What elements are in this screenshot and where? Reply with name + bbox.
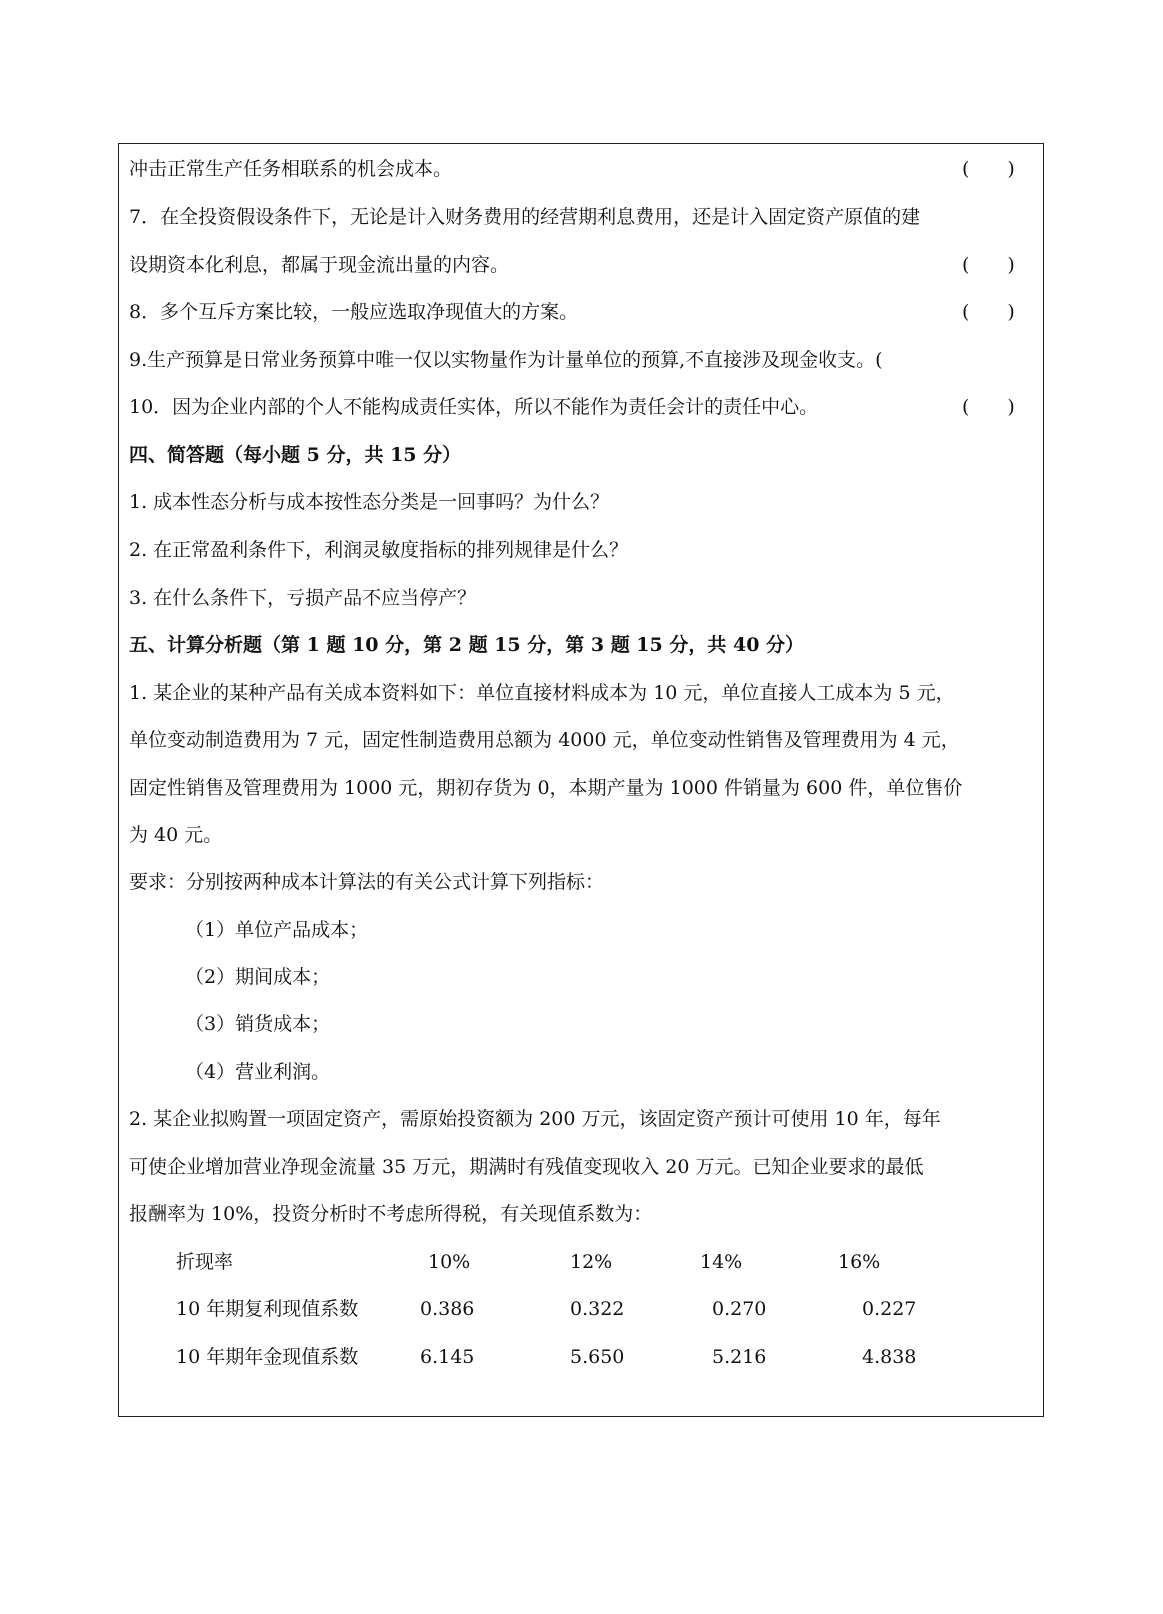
requirement-item: （1）单位产品成本；	[185, 919, 369, 941]
text-line: 10．因为企业内部的个人不能构成责任实体，所以不能作为责任会计的责任中心。	[129, 396, 819, 418]
table-row-label: 10 年期复利现值系数	[176, 1298, 359, 1320]
table-header-cell: 12%	[570, 1251, 613, 1273]
table-cell: 5.650	[570, 1346, 625, 1368]
answer-paren: ( )	[962, 254, 1015, 276]
table-cell: 4.838	[862, 1346, 917, 1368]
requirement-item: （4）营业利润。	[185, 1061, 331, 1083]
question-item: 3. 在什么条件下，亏损产品不应当停产？	[129, 587, 477, 609]
table-cell: 0.227	[862, 1298, 917, 1320]
table-header-cell: 14%	[700, 1251, 743, 1273]
text-line: 为 40 元。	[129, 824, 223, 846]
text-line: 2. 某企业拟购置一项固定资产，需原始投资额为 200 万元，该固定资产预计可使用 10 年，每年	[129, 1108, 941, 1130]
text-line: 报酬率为 10%，投资分析时不考虑所得税，有关现值系数为：	[129, 1203, 653, 1225]
table-cell: 0.386	[420, 1298, 475, 1320]
text-line: 单位变动制造费用为 7 元，固定性制造费用总额为 4000 元，单位变动性销售及管理费用为 4 元，	[129, 729, 960, 751]
section-heading: 四、简答题（每小题 5 分，共 15 分）	[129, 444, 462, 466]
answer-paren: ( )	[962, 301, 1015, 323]
requirement-item: （2）期间成本；	[185, 966, 331, 988]
text-line: 9.生产预算是日常业务预算中唯一仅以实物量作为计量单位的预算,不直接涉及现金收支。(	[129, 349, 883, 371]
text-line: 固定性销售及管理费用为 1000 元，期初存货为 0，本期产量为 1000 件销量为 600 件，单位售价	[129, 777, 963, 799]
table-header-cell: 16%	[838, 1251, 881, 1273]
text-line: 7．在全投资假设条件下，无论是计入财务费用的经营期利息费用，还是计入固定资产原值的建	[129, 206, 921, 228]
table-cell: 6.145	[420, 1346, 475, 1368]
table-cell: 0.322	[570, 1298, 625, 1320]
answer-paren: ( )	[962, 158, 1015, 180]
text-line: 8．多个互斥方案比较，一般应选取净现值大的方案。	[129, 301, 579, 323]
requirement-item: （3）销货成本；	[185, 1013, 331, 1035]
answer-paren: ( )	[962, 396, 1015, 418]
text-line: 设期资本化利息，都属于现金流出量的内容。	[129, 254, 510, 276]
text-line: 1. 某企业的某种产品有关成本资料如下：单位直接材料成本为 10 元，单位直接人工成本为 5 元，	[129, 682, 955, 704]
table-header-cell: 折现率	[176, 1251, 234, 1273]
table-cell: 0.270	[712, 1298, 767, 1320]
table-header-cell: 10%	[428, 1251, 471, 1273]
table-row-label: 10 年期年金现值系数	[176, 1346, 359, 1368]
question-item: 1. 成本性态分析与成本按性态分类是一回事吗？为什么？	[129, 491, 610, 513]
text-line: 可使企业增加营业净现金流量 35 万元，期满时有残值变现收入 20 万元。已知企业要求的最低	[129, 1156, 924, 1178]
text-line: 冲击正常生产任务相联系的机会成本。	[129, 158, 453, 180]
section-heading: 五、计算分析题（第 1 题 10 分，第 2 题 15 分，第 3 题 15 分，共 40 分）	[129, 634, 805, 656]
table-cell: 5.216	[712, 1346, 767, 1368]
question-item: 2. 在正常盈利条件下，利润灵敏度指标的排列规律是什么？	[129, 539, 629, 561]
text-line: 要求：分别按两种成本计算法的有关公式计算下列指标：	[129, 871, 605, 893]
